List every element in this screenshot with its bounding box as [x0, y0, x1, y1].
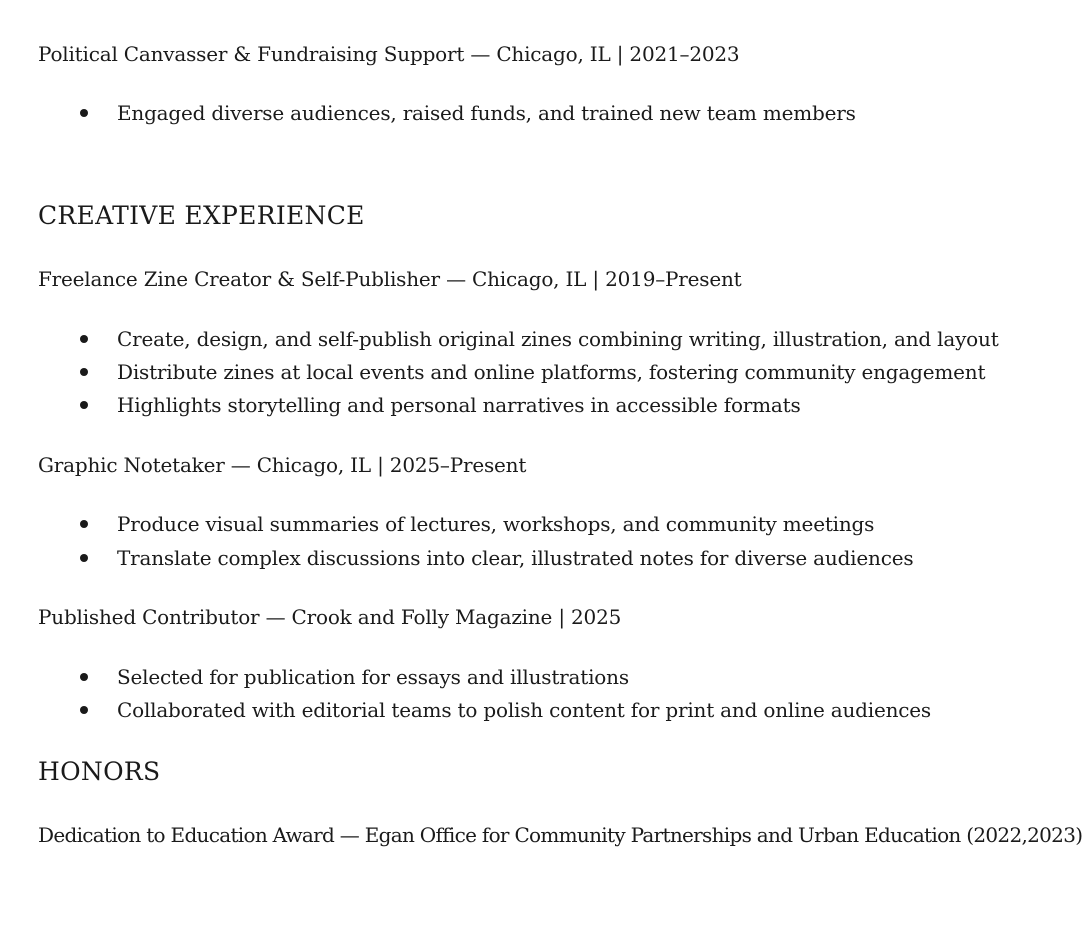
job-title-contributor: Published Contributor — Crook and Folly Magazine | 2025 [38, 605, 622, 629]
list-item-text: Highlights storytelling and personal narratives in accessible formats [117, 393, 801, 417]
bullet-icon [80, 673, 88, 681]
bullet-icon [80, 368, 88, 376]
list-item-text: Selected for publication for essays and illustrations [117, 665, 629, 689]
honor-award: Dedication to Education Award — Egan Office for Community Partnerships and Urban Education (2022,2023) [38, 823, 1083, 847]
section-heading-creative: CREATIVE EXPERIENCE [38, 201, 365, 230]
list-item-text: Translate complex discussions into clear, illustrated notes for diverse audiences [117, 546, 914, 570]
list-item-text: Engaged diverse audiences, raised funds, and trained new team members [117, 101, 856, 125]
job-title-zine: Freelance Zine Creator & Self-Publisher — Chicago, IL | 2019–Present [38, 267, 742, 291]
bullet-icon [80, 335, 88, 343]
bullet-icon [80, 520, 88, 528]
job-title-notetaker: Graphic Notetaker — Chicago, IL | 2025–Present [38, 453, 527, 477]
bullet-icon [80, 109, 88, 117]
list-item-text: Produce visual summaries of lectures, workshops, and community meetings [117, 512, 875, 536]
bullet-icon [80, 706, 88, 714]
section-heading-honors: HONORS [38, 757, 161, 786]
bullet-icon [80, 401, 88, 409]
list-item-text: Distribute zines at local events and online platforms, fostering community engagement [117, 360, 986, 384]
list-item-text: Create, design, and self-publish original zines combining writing, illustration, and layout [117, 327, 999, 351]
bullet-icon [80, 554, 88, 562]
list-item-text: Collaborated with editorial teams to polish content for print and online audiences [117, 698, 931, 722]
job-title-canvasser: Political Canvasser & Fundraising Support — Chicago, IL | 2021–2023 [38, 42, 740, 66]
